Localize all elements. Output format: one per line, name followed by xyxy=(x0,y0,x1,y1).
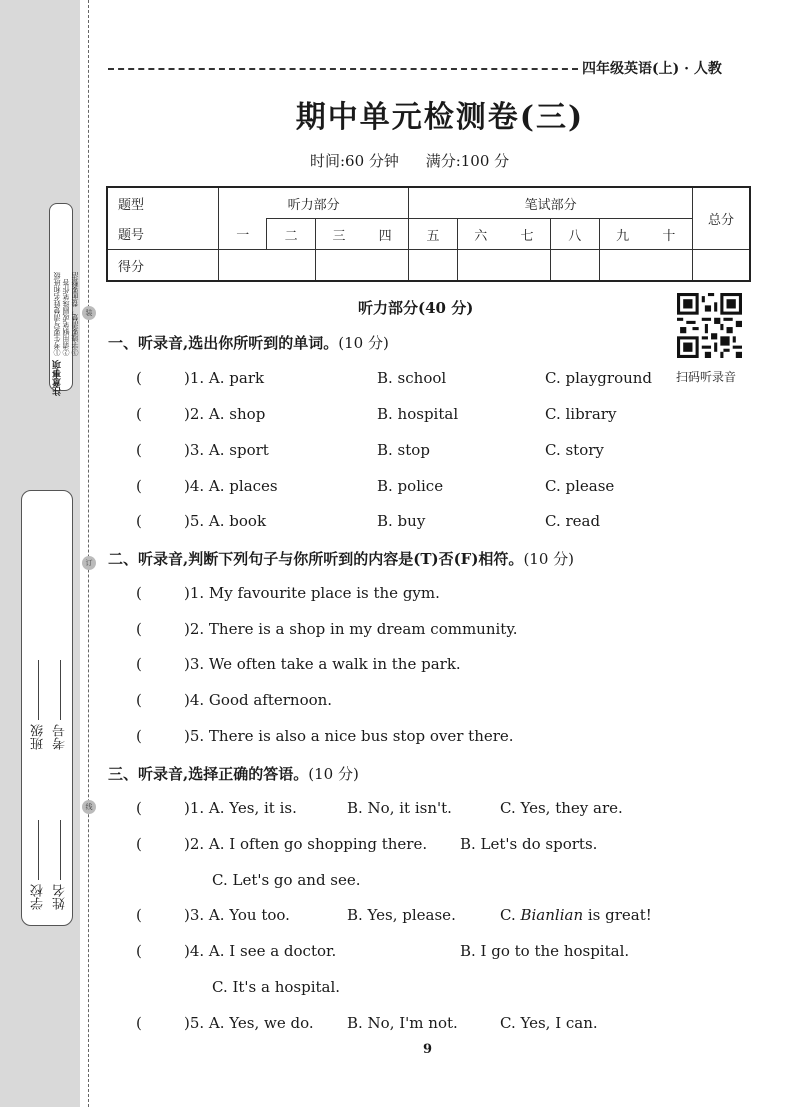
cut-line xyxy=(88,0,89,1107)
s1-q1-b: B. school xyxy=(377,369,447,387)
written-part-header: 笔试部分 xyxy=(409,187,693,219)
answer-blank[interactable]: ( xyxy=(136,477,142,495)
s3-q3-c-pre: C. xyxy=(500,906,521,924)
score-table xyxy=(106,186,751,282)
question-number: 一 xyxy=(219,219,267,250)
class-label: 班级 xyxy=(31,724,46,750)
row-label-number: 题号 xyxy=(107,219,219,250)
header-dash-line xyxy=(108,68,578,70)
exam-info xyxy=(310,150,531,171)
total-score-cell[interactable] xyxy=(693,250,751,282)
full-score: 满分:100 分 xyxy=(425,152,510,170)
s3-q3-c xyxy=(500,906,652,924)
field-line xyxy=(38,820,39,880)
score-cell[interactable] xyxy=(457,250,550,282)
total-header: 总分 xyxy=(693,187,751,250)
binding-circle-mark: 订 xyxy=(82,556,96,570)
notice-line: ③字迹要清楚，卷面要整洁 xyxy=(71,272,79,356)
section-1-title-text: 一、听录音,选出你所听到的单词。 xyxy=(108,334,339,352)
binding-circle-mark: 装 xyxy=(82,306,96,320)
answer-blank[interactable]: ( xyxy=(136,369,142,387)
school-label: 学校 xyxy=(31,884,46,910)
name-label: 姓名 xyxy=(53,884,68,910)
score-cell[interactable] xyxy=(219,250,316,282)
class-field[interactable] xyxy=(29,640,48,750)
row-label-type: 题型 xyxy=(107,187,219,219)
listening-part-header: 听力部分 xyxy=(219,187,409,219)
s3-q3-a: )3. A. You too. xyxy=(184,906,290,924)
notice-title: 注意事项 xyxy=(53,360,63,396)
s1-q5-a: )5. A. book xyxy=(184,512,267,530)
s1-q4-a: )4. A. places xyxy=(184,477,278,495)
exam-title: 期中单元检测卷(三) xyxy=(295,100,585,135)
field-line xyxy=(38,660,39,720)
row-label-score: 得分 xyxy=(107,250,219,282)
s1-q5-c: C. read xyxy=(545,512,601,530)
school-field[interactable] xyxy=(29,800,48,910)
answer-blank[interactable]: ( xyxy=(136,1014,142,1032)
answer-blank[interactable]: ( xyxy=(136,584,142,602)
answer-blank[interactable]: ( xyxy=(136,691,142,709)
question-number: 七 xyxy=(504,219,551,250)
s2-q5: )5. There is also a nice bus stop over there. xyxy=(184,727,514,745)
s2-q1: )1. My favourite place is the gym. xyxy=(184,584,440,602)
notice-line: ②请用钢笔或圆珠笔作答 xyxy=(62,279,70,356)
s1-q1-c: C. playground xyxy=(545,369,653,387)
s1-q2-a: )2. A. shop xyxy=(184,405,266,423)
section-1-title xyxy=(108,332,389,353)
section-3-score: (10 分) xyxy=(308,765,359,783)
answer-blank[interactable]: ( xyxy=(136,835,142,853)
s3-q5-a: )5. A. Yes, we do. xyxy=(184,1014,314,1032)
s3-q4-c: C. It's a hospital. xyxy=(212,978,341,996)
section-1-score: (10 分) xyxy=(338,334,389,352)
score-cell[interactable] xyxy=(599,250,693,282)
name-field[interactable] xyxy=(51,800,70,910)
qr-code-icon[interactable] xyxy=(677,293,742,358)
answer-blank[interactable]: ( xyxy=(136,942,142,960)
s3-q1-a: )1. A. Yes, it is. xyxy=(184,799,297,817)
section-2-title-text: 二、听录音,判断下列句子与你所听到的内容是(T)否(F)相符。 xyxy=(108,550,524,568)
s1-q3-c: C. story xyxy=(545,441,604,459)
exam-number-label: 考号 xyxy=(53,724,68,750)
binding-circle-mark: 线 xyxy=(82,800,96,814)
section-2-title xyxy=(108,548,574,569)
listening-part-title: 听力部分(40 分) xyxy=(358,299,474,317)
s3-q2-b: B. Let's do sports. xyxy=(460,835,598,853)
s2-q4: )4. Good afternoon. xyxy=(184,691,333,709)
score-cell[interactable] xyxy=(409,250,457,282)
score-cell[interactable] xyxy=(551,250,599,282)
s3-q2-c: C. Let's go and see. xyxy=(212,871,361,889)
s3-q4-b: B. I go to the hospital. xyxy=(460,942,630,960)
s1-q4-c: C. please xyxy=(545,477,615,495)
exam-number-field[interactable] xyxy=(51,640,70,750)
s1-q3-b: B. stop xyxy=(377,441,430,459)
notice-line: ①考生要写清楚姓名和班级 xyxy=(53,272,61,356)
question-number: 四 xyxy=(362,219,409,250)
s1-q2-b: B. hospital xyxy=(377,405,459,423)
s3-q1-b: B. No, it isn't. xyxy=(347,799,452,817)
question-number: 十 xyxy=(646,219,693,250)
s3-q3-c-post: is great! xyxy=(583,906,652,924)
answer-blank[interactable]: ( xyxy=(136,620,142,638)
section-3-title-text: 三、听录音,选择正确的答语。 xyxy=(108,765,309,783)
notice-text xyxy=(53,206,80,356)
s3-q5-c: C. Yes, I can. xyxy=(500,1014,598,1032)
question-number: 五 xyxy=(409,219,457,250)
s3-q1-c: C. Yes, they are. xyxy=(500,799,623,817)
s1-q1-a: )1. A. park xyxy=(184,369,265,387)
s3-q3-c-italic: Bianlian xyxy=(520,906,584,924)
question-number: 二 xyxy=(267,219,315,250)
s1-q2-c: C. library xyxy=(545,405,617,423)
book-title: 四年级英语(上) · 人教 xyxy=(582,61,722,77)
s1-q5-b: B. buy xyxy=(377,512,426,530)
answer-blank[interactable]: ( xyxy=(136,405,142,423)
s2-q3: )3. We often take a walk in the park. xyxy=(184,655,461,673)
question-number: 三 xyxy=(315,219,362,250)
s3-q3-b: B. Yes, please. xyxy=(347,906,456,924)
s1-q4-b: B. police xyxy=(377,477,444,495)
qr-caption: 扫码听录音 xyxy=(676,370,737,384)
answer-blank[interactable]: ( xyxy=(136,799,142,817)
question-number: 六 xyxy=(457,219,504,250)
question-number: 八 xyxy=(551,219,599,250)
s1-q3-a: )3. A. sport xyxy=(184,441,269,459)
field-line xyxy=(60,820,61,880)
answer-blank[interactable]: ( xyxy=(136,441,142,459)
answer-blank[interactable]: ( xyxy=(136,655,142,673)
answer-blank[interactable]: ( xyxy=(136,906,142,924)
s2-q2: )2. There is a shop in my dream community. xyxy=(184,620,518,638)
section-2-score: (10 分) xyxy=(523,550,574,568)
answer-blank[interactable]: ( xyxy=(136,512,142,530)
field-line xyxy=(60,660,61,720)
page-number: 9 xyxy=(423,1042,433,1057)
score-cell[interactable] xyxy=(315,250,408,282)
s3-q5-b: B. No, I'm not. xyxy=(347,1014,458,1032)
question-number: 九 xyxy=(599,219,646,250)
time-limit: 时间:60 分钟 xyxy=(310,152,399,170)
s3-q4-a: )4. A. I see a doctor. xyxy=(184,942,337,960)
answer-blank[interactable]: ( xyxy=(136,727,142,745)
section-3-title xyxy=(108,763,359,784)
s3-q2-a: )2. A. I often go shopping there. xyxy=(184,835,428,853)
